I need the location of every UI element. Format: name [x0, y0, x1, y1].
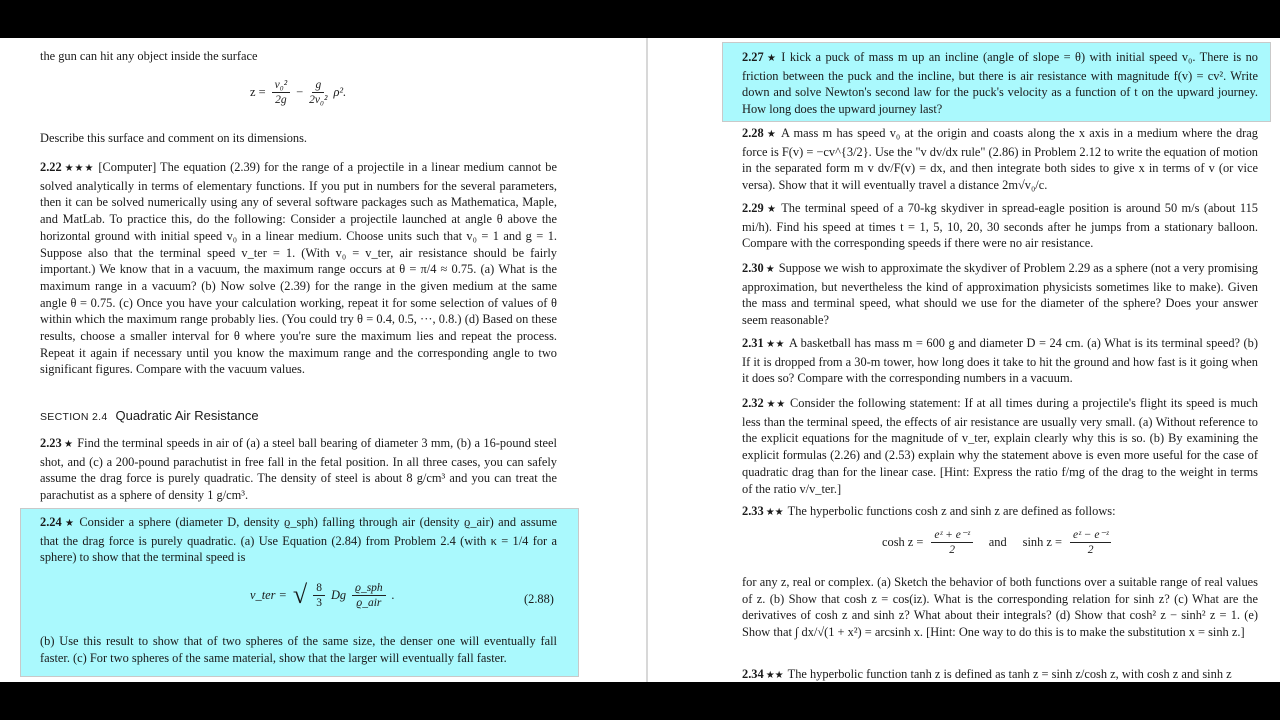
problem-text: I kick a puck of mass m up an incline (angle of slope = θ) with initial speed v₀. There is no friction between the puck and the incline, but there is air resistance with magnitude f(v) = cv². Write down and solve Newton's second law for the puck's velocity as a function of t on the upward journey. How long does the upward journey last?	[742, 50, 1259, 117]
equation-number: (2.88)	[524, 592, 554, 606]
eq-num: ϱ_sph	[352, 581, 386, 596]
section-title: Quadratic Air Resistance	[115, 408, 259, 423]
difficulty-stars: ★	[63, 518, 76, 529]
problem-2-34	[742, 666, 1258, 682]
problem-text: The hyperbolic function tanh z is defined as tanh z = sinh z/cosh z, with cosh z and sinh z	[787, 667, 1232, 681]
problem-number: 2.33	[742, 504, 764, 518]
problem-2-27	[742, 49, 1258, 118]
eq-fraction	[313, 581, 325, 610]
problem-number: 2.22	[40, 160, 62, 174]
eq-lhs: z =	[250, 85, 266, 99]
problem-text: [Computer] The equation (2.39) for the range of a projectile in a linear medium cannot be solved analytically in terms of elementary functions. If you put in numbers for the several parameters, then it can be solved numerically using any of several software packages such as Mathematica, Maple, and MatLab. To practice this, do the following: Consider a projectile launched at angle θ above the horizontal ground with initial speed v₀ in a linear medium. Choose units such that v₀ = 1 and g = 1. Suppose also that the terminal speed v_ter = 1. (With v₀ = v_ter, air resistance should be fairly important.) We know that in a vacuum, the maximum range occurs at θ = π/4 ≈ 0.75. (a) What is the maximum range in a vacuum? (b) Now solve (2.39) for the range in the given medium at the same angle θ = 0.75. (c) Once you have your calculation working, repeat it for some selection of values of θ within which the maximum range probably lies. (You could try θ = 0.4, 0.5, ···, 0.8.) (d) Based on these results, choose a smaller interval for θ where you're sure the maximum lies and repeat the process. Repeat it again if necessary until you know the maximum range and the corresponding angle to two significant figures. Compare with the vacuum values.	[40, 160, 557, 377]
problem-text: Suppose we wish to approximate the skydiver of Problem 2.29 as a sphere (not a very promising approximation, but nevertheless the kind of approximation physicists sometimes like to make). Given the mass and terminal speed, what should we use for the diameter of the sphere? Does your answer seem reasonable?	[742, 261, 1258, 328]
problem-text: A basketball has mass m = 600 g and diameter D = 24 cm. (a) What is its terminal speed? (b) If it is dropped from a 30-m tower, how long does it take to hit the ground and how fast is it going when it does so? Compare with the corresponding numbers in a vacuum.	[742, 336, 1258, 386]
problem-2-22	[40, 159, 557, 378]
eq-num: eᶻ + e⁻ᶻ	[931, 528, 972, 543]
problem-text: Consider the following statement: If at all times during a projectile's flight its speed is much less than the terminal speed, the effects of air resistance are usually very small. (a) Without reference to the explicit equations for the magnitude of v_ter, explain clearly why this is so. (b) By examining the explicit formulas (2.26) and (2.53) explain why the statement above is even more useful for the case of quadratic drag than for the linear case. [Hint: Express the ratio f/mg of the drag to the weight in terms of the ratio v/v_ter.]	[742, 396, 1258, 496]
problem-text: The hyperbolic functions cosh z and sinh z are defined as follows:	[787, 504, 1116, 518]
problem-number: 2.27	[742, 50, 764, 64]
difficulty-stars: ★	[765, 204, 778, 215]
hyperbolic-equations	[882, 528, 1111, 557]
eq-den: 2	[949, 544, 955, 556]
right-page	[648, 38, 1280, 682]
eq-fraction	[309, 78, 327, 107]
intro-text: the gun can hit any object inside the surface	[40, 49, 258, 63]
problem-number: 2.24	[40, 515, 62, 529]
section-label: SECTION 2.4	[40, 411, 108, 423]
left-page	[0, 38, 646, 682]
eq-lhs: sinh z =	[1022, 535, 1062, 549]
eq-den: 2v₀²	[309, 94, 328, 106]
surface-equation	[250, 78, 346, 107]
problem-number: 2.31	[742, 336, 764, 350]
problem-text: A mass m has speed v₀ at the origin and coasts along the x axis in a medium where the drag force is F(v) = −cv^{3/2}. Use the "v dv/dx rule" (2.86) in Problem 2.12 to write the equation of motion in the separated form m v dv/F(v) = dx, and then integrate both sides to give x in terms of v (or vice versa). Show that it will eventually travel a distance 2m√v₀/c.	[742, 126, 1258, 193]
problem-2-33-continued: for any z, real or complex. (a) Sketch the behavior of both functions over a suitable range of real values of z. (b) Show that cosh z = cos(iz). What is the corresponding relation for sinh z? (c) What are the derivatives of cosh z and sinh z? What about their integrals? (d) Show that cosh² z − sinh² z = 1. (e) Show that ∫ dx/√(1 + x²) = arcsinh x. [Hint: One way to do this is to make the substitution x = sinh z.]	[742, 575, 1258, 640]
problem-2-30	[742, 260, 1258, 329]
eq-num: g	[312, 78, 324, 93]
eq-minus: −	[296, 85, 304, 99]
eq-tail: .	[391, 587, 395, 602]
eq-den: ϱ_air	[356, 596, 382, 609]
difficulty-stars: ★	[765, 53, 778, 64]
eq-num: eᶻ − e⁻ᶻ	[1070, 528, 1111, 543]
terminal-speed-equation	[250, 580, 395, 610]
problem-2-23	[40, 435, 557, 504]
eq-lhs: cosh z =	[882, 535, 924, 549]
problem-2-24	[40, 514, 557, 566]
eq-fraction	[352, 581, 386, 610]
eq-fraction	[272, 78, 291, 107]
problem-text: Find the terminal speeds in air of (a) a steel ball bearing of diameter 3 mm, (b) a 16-pound steel shot, and (c) a 200-pound parachutist in free fall in the fetal position. In all three cases, you can safely assume the drag force is purely quadratic. The density of steel is about 8 g/cm³ and you can treat the parachutist as a sphere of density 1 g/cm³.	[40, 436, 557, 503]
problem-2-29	[742, 200, 1258, 252]
difficulty-stars: ★	[63, 439, 74, 450]
eq-fraction	[931, 528, 972, 557]
eq-den: 2g	[275, 94, 287, 106]
eq-lhs: v_ter =	[250, 587, 287, 602]
eq-den: 2	[1087, 544, 1094, 556]
problem-number: 2.30	[742, 261, 764, 275]
difficulty-stars: ★★	[765, 339, 785, 350]
difficulty-stars: ★★	[765, 399, 786, 410]
problem-number: 2.32	[742, 396, 764, 410]
difficulty-stars: ★★	[765, 507, 784, 518]
section-heading	[40, 407, 259, 425]
eq-tail: ρ².	[333, 85, 347, 99]
difficulty-stars: ★★★	[63, 163, 95, 174]
problem-text: Consider a sphere (diameter D, density ϱ_sph) falling through air (density ϱ_air) and assume that the drag force is purely quadratic. (a) Use Equation (2.84) from Problem 2.4 (with κ = 1/4 for a sphere) to show that the terminal speed is	[40, 515, 557, 565]
eq-num: v₀²	[272, 78, 291, 93]
problem-2-32	[742, 395, 1258, 497]
problem-number: 2.28	[742, 126, 764, 140]
eq-mid: Dg	[330, 587, 347, 602]
problem-2-31	[742, 335, 1258, 387]
problem-2-28	[742, 125, 1258, 194]
problem-text: The terminal speed of a 70-kg skydiver in spread-eagle position is around 50 m/s (about 115 mi/h). Find his speed at times t = 1, 5, 10, 20, 30 seconds after he jumps from a stationary balloon. Compare with the corresponding speeds if there were no air resistance.	[742, 201, 1258, 251]
problem-number: 2.29	[742, 201, 764, 215]
sqrt-symbol: √	[292, 580, 308, 609]
problem-2-24-continued: (b) Use this result to show that of two spheres of the same size, the denser one will eventually fall faster. (c) For two spheres of the same material, show that the larger will eventually fall faster.	[40, 634, 557, 665]
difficulty-stars: ★★	[765, 670, 784, 681]
difficulty-stars: ★	[765, 264, 775, 275]
describe-text: Describe this surface and comment on its dimensions.	[40, 131, 308, 145]
eq-num: 8	[313, 581, 325, 596]
difficulty-stars: ★	[765, 129, 777, 140]
problem-number: 2.23	[40, 436, 62, 450]
problem-number: 2.34	[742, 667, 764, 681]
eq-fraction	[1070, 528, 1111, 557]
eq-den: 3	[316, 596, 322, 609]
eq-and: and	[988, 535, 1007, 549]
problem-2-33	[742, 503, 1258, 522]
